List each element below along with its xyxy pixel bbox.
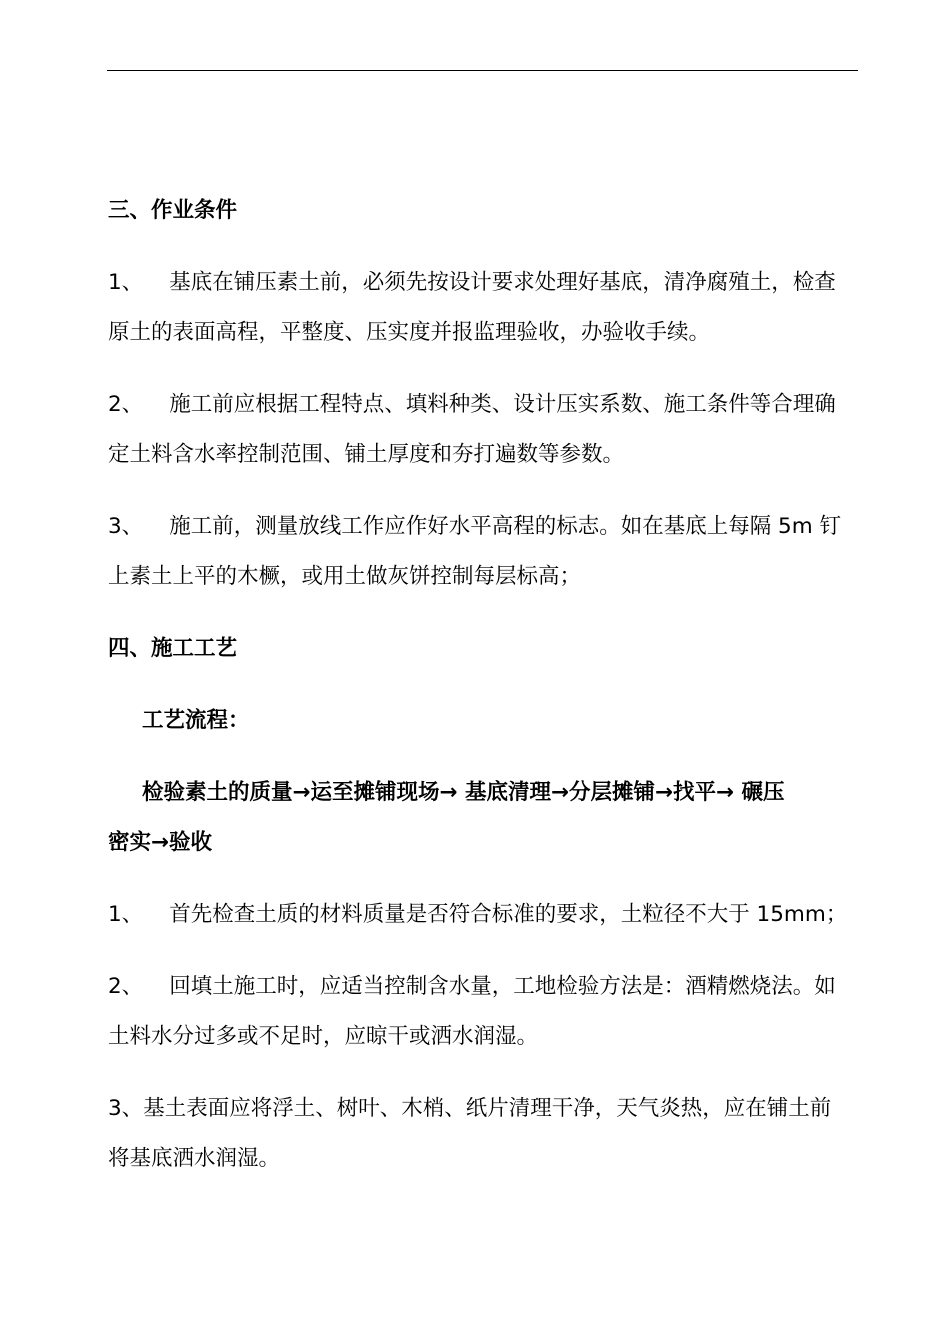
flow-steps-continued: 密实→验收 <box>108 830 213 855</box>
item-text: 施工前，测量放线工作应作好水平高程的标志。如在基底上每隔 5m 钉 <box>169 514 841 539</box>
item-number: 1、 <box>108 270 144 295</box>
item-number: 1、 <box>108 902 144 927</box>
list-item <box>108 512 864 542</box>
flow-title: 工艺流程： <box>142 708 250 733</box>
item-text: 回填土施工时，应适当控制含水量，工地检验方法是：酒精燃烧法。如 <box>169 974 836 999</box>
section-heading: 三、作业条件 <box>108 198 238 223</box>
item-text-continued: 将基底洒水润湿。 <box>108 1146 281 1171</box>
item-text: 首先检查土质的材料质量是否符合标准的要求，土粒径不大于 15mm； <box>169 902 848 927</box>
item-text-continued: 原土的表面高程，平整度、压实度并报监理验收，办验收手续。 <box>108 320 711 345</box>
item-number: 3、 <box>108 514 144 539</box>
header-rule <box>107 70 858 71</box>
item-text-continued: 土料水分过多或不足时，应晾干或洒水润湿。 <box>108 1024 539 1049</box>
list-item <box>108 268 864 298</box>
list-item <box>108 390 864 420</box>
item-text: 施工前应根据工程特点、填料种类、设计压实系数、施工条件等合理确 <box>169 392 836 417</box>
item-number: 2、 <box>108 974 144 999</box>
list-item <box>108 1094 864 1124</box>
list-item <box>108 972 864 1002</box>
list-item <box>108 900 864 930</box>
item-text: 基底在铺压素土前，必须先按设计要求处理好基底，清净腐殖土，检查 <box>169 270 836 295</box>
flow-steps: 检验素土的质量→运至摊铺现场→ 基底清理→分层摊铺→找平→ 碾压 <box>142 780 785 805</box>
item-text: 基土表面应将浮土、树叶、木梢、纸片清理干净，天气炎热，应在铺土前 <box>143 1096 832 1121</box>
item-number: 2、 <box>108 392 144 417</box>
item-number: 3、 <box>108 1096 144 1121</box>
item-text-continued: 上素土上平的木橛，或用土做灰饼控制每层标高； <box>108 564 582 589</box>
item-text-continued: 定土料含水率控制范围、铺土厚度和夯打遍数等参数。 <box>108 442 625 467</box>
section-heading: 四、施工工艺 <box>108 636 238 661</box>
